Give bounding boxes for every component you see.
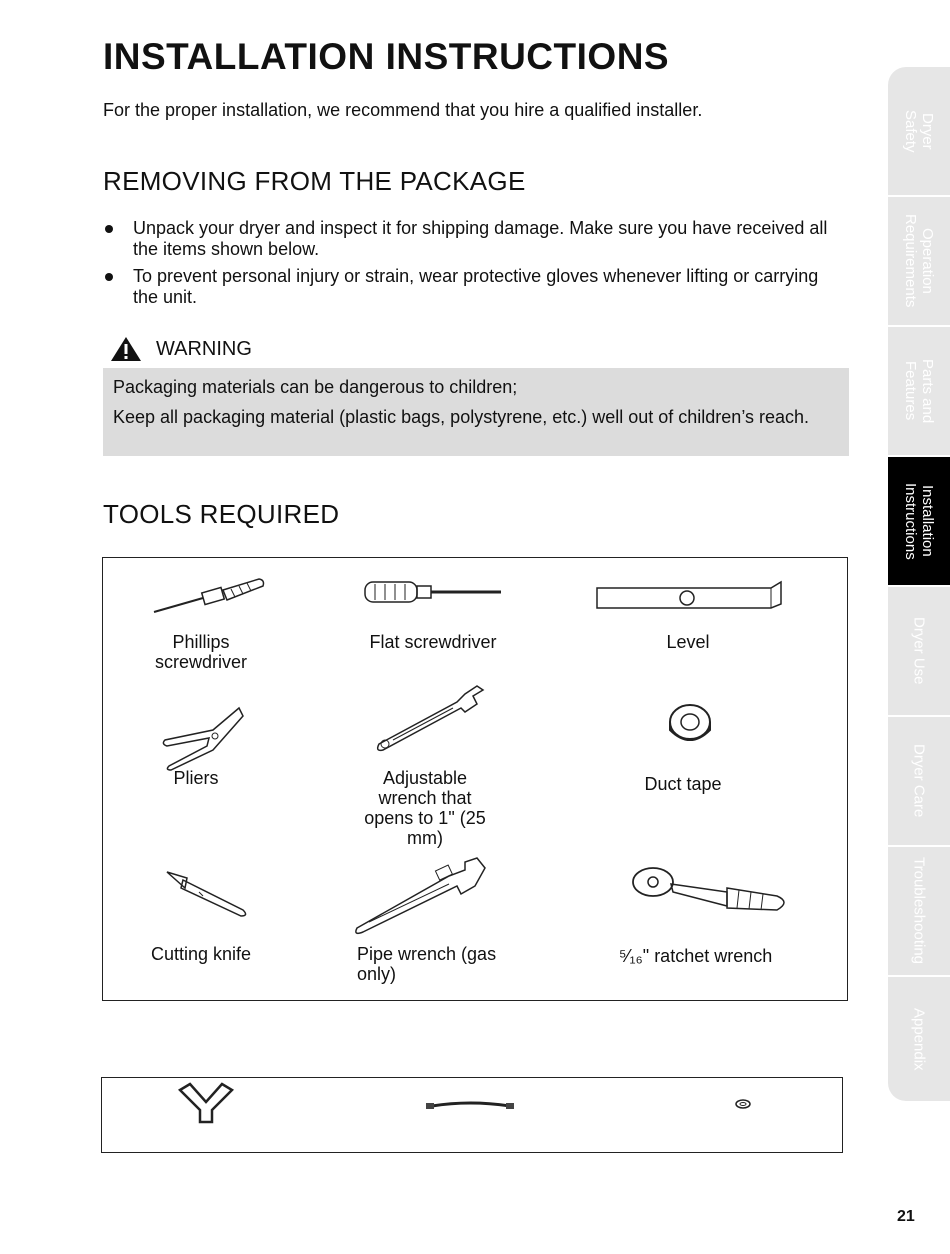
tab-label: Dryer Use [910,617,928,685]
pliers-icon [159,704,249,774]
parts-box [101,1077,843,1153]
tool-label: Flat screwdriver [369,632,497,652]
cutting-knife-icon [165,870,255,920]
tab-parts-and-features[interactable] [888,327,950,457]
flat-screwdriver-icon [363,578,508,606]
tool-label: Pipe wrench (gas only) [357,944,497,984]
tab-label: Dryer Care [910,744,928,818]
ratchet-wrench-icon [631,866,801,916]
tab-operation-requirements[interactable] [888,197,950,327]
tools-heading: TOOLS REQUIRED [103,499,340,529]
page-number: 21 [897,1208,915,1225]
tab-label: Installation Instructions [902,482,936,560]
tools-box [102,557,848,1001]
tab-label: Troubleshooting [910,857,928,965]
tab-label: Dryer Safety [902,109,936,153]
removing-heading: REMOVING FROM THE PACKAGE [103,166,526,196]
tab-installation-instructions[interactable] [888,457,950,587]
warning-line: Keep all packaging material (plastic bags, polystyrene, etc.) well out of children’s reach. [113,407,810,427]
tab-label: Appendix [910,1007,928,1071]
removing-bullet-list [103,218,843,314]
tab-dryer-safety[interactable] [888,67,950,197]
tool-label: Cutting knife [150,944,252,964]
tool-label: Pliers [173,768,219,788]
washer-icon [734,1098,752,1110]
tab-label: Operation Requirements [902,214,936,308]
tab-dryer-use[interactable] [888,587,950,717]
bullet-item: Unpack your dryer and inspect it for shipping damage. Make sure you have received all the items shown below. [103,218,843,260]
warning-box [103,368,849,456]
tool-label: ⁵⁄₁₆" ratchet wrench [619,946,773,966]
tab-dryer-care[interactable] [888,717,950,847]
adjustable-wrench-icon [373,686,493,756]
tab-appendix[interactable] [888,977,950,1101]
hose-icon [426,1098,516,1112]
tab-troubleshooting[interactable] [888,847,950,977]
tool-label: Duct tape [644,774,722,794]
intro-text: For the proper installation, we recommend that you hire a qualified installer. [103,100,703,120]
tool-label: Adjustable wrench that opens to 1" (25 mm) [364,768,486,848]
tool-label: Phillips screwdriver [154,632,247,672]
phillips-screwdriver-icon [151,576,271,616]
pipe-wrench-icon [353,856,503,936]
tool-label: Level [666,632,710,652]
y-connector-icon [176,1082,236,1126]
warning-triangle-icon [110,336,142,362]
page-title: INSTALLATION INSTRUCTIONS [103,36,670,77]
warning-line: Packaging materials can be dangerous to children; [113,377,518,397]
tab-label: Parts and Features [902,358,936,424]
bullet-item: To prevent personal injury or strain, wear protective gloves whenever lifting or carrying the unit. [103,266,843,308]
level-icon [595,580,785,612]
warning-label: WARNING [156,337,252,360]
duct-tape-icon [665,702,715,748]
warning-header [110,336,252,362]
